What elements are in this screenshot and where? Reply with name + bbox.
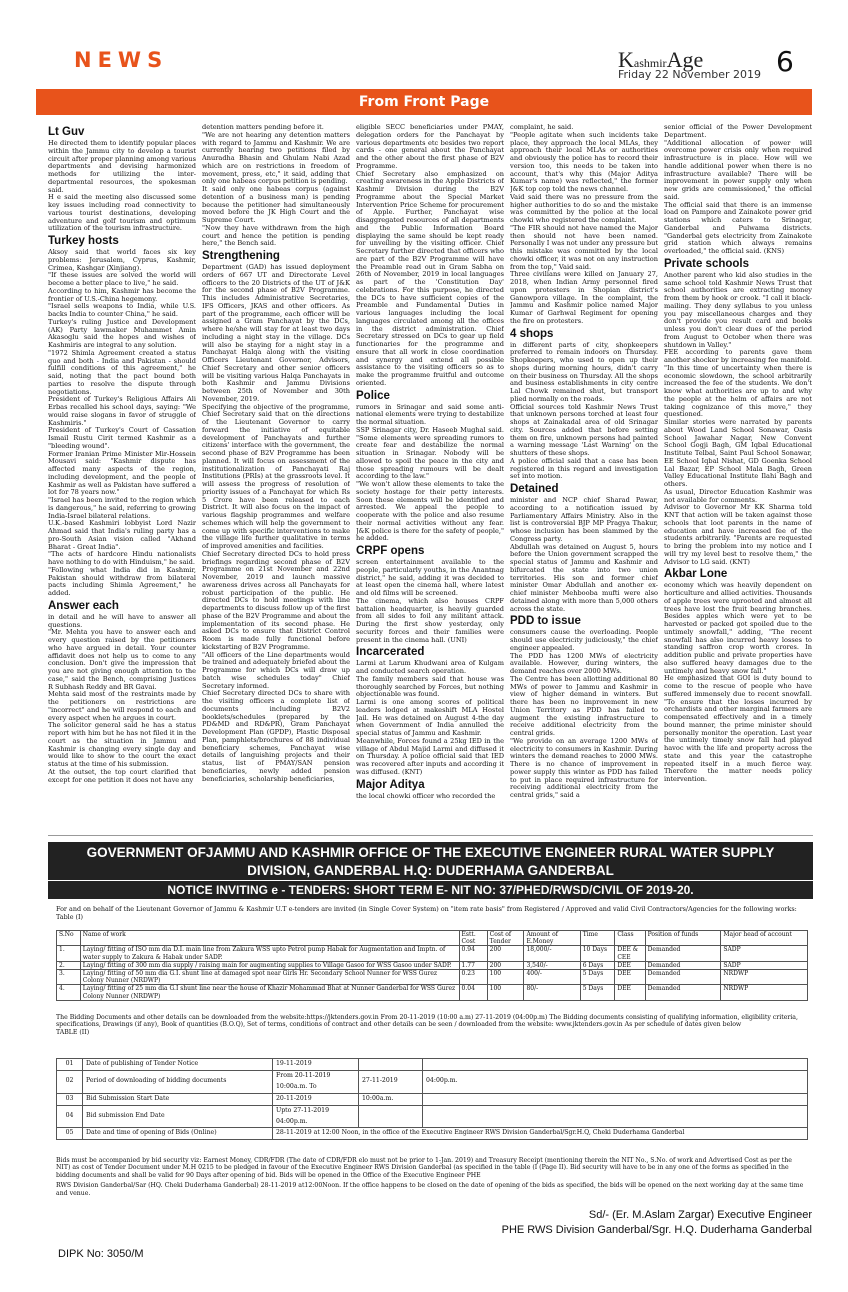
works-table-cell: 10 Days	[580, 946, 615, 961]
paper-logo-initial: K	[618, 47, 634, 72]
tender-office-line-2: DIVISION, GANDERBAL H.Q: DUDERHAMA GANDERBAL	[247, 863, 614, 878]
article-paragraph: He emphasized that GOI is duty bound to come to the rescue of people who have suffered immensely due to recent snowfall. "To ensure that the losses incurred by orchardists and other marginal farmers are compensated effectively and in a timely bound manner, the prime minister should personally monitor the operation. Last year the untimely timely snow fall had played havoc with the life and property across the state and this year the catastrophe repeated itself in a much fierce way. Therefore the matter needs policy intervention.	[664, 674, 812, 783]
article-headline: Police	[356, 389, 390, 402]
article-headline: Lt Guv	[48, 126, 85, 138]
masthead	[0, 0, 848, 88]
article-paragraph: Specifying the objective of the programme, Chief Secretary said that on the directions of the Lieutenant Governor to carry forward the initiative of equitable development of Panchayats and further citizens' interface with the government, the second phase of B2V Programme has been planned. It will focus on assessment of the institutionalization of Panchayati Raj Institutions (PRIs) at the grassroots level. It will assess the progress of resolution of priority issues of a Panchayat for which Rs 5 Crore have been released to each District. It will also focus on the impact of various flagship programmes and welfare schemes which will help the government to come up with specific interventions to make the village life further qualitative in terms of improved amenities and facilities.	[202, 402, 350, 550]
article-paragraph: "1972 Shimla Agreement created a status quo and both - India and Pakistan - should fulfill conditions of this agreement," he said, noting that the pact bound both parties to resolve the dispute through negotiations.	[48, 348, 196, 396]
article-paragraph: "Israel sells weapons to India, while U.S. backs India to counter China," he said.	[48, 302, 196, 318]
article-paragraph: The family members said that house was thoroughly searched by Forces, but nothing objectionable was found.	[356, 674, 504, 699]
signature-block	[502, 1208, 812, 1238]
works-table-cell: Demanded	[645, 946, 721, 961]
works-table-cell: SADP	[721, 946, 808, 961]
bidding-documents-text: The Bidding Documents and other details can be downloaded from the website:https://jktenders.gov.in From 20-11-2019 (10:00 a.m) 27-11-2019 (04:00p.m) The Bidding documents consisting of qualifying information, eligibility criteria, specifications, Drawings (if any), Book of quantities (B.O.Q), Set of terms, conditions of contract and other details can be seen / downloaded from the website: www.jktenders.gov.in As per schedule of dates given below	[56, 1014, 798, 1029]
article-paragraph: "Now they have withdrawn from the high court and hence the petition is pending here," the Bench said.	[202, 223, 350, 248]
works-table-cell: Demanded	[645, 970, 721, 985]
article-paragraph: minister and NCP chief Sharad Pawar, according to a notification issued by Parliamentary Affairs Ministry. Also in the list is controversial BJP MP Pragya Thakur, whose inclusion has been slammed by the Congress party.	[510, 496, 658, 543]
article-paragraph: eligible SECC beneficiaries under PMAY, delegation orders for the Panchayat by various departments etc besides two report cards - one general about the Panchayat and the other about the first phase of B2V Programme.	[356, 124, 504, 170]
works-table-cell: Laying/ fitting of 50 mm dia G.I. shunt line at damaged spot near Girls Hr. Secondary School Nunner for WSS Gurez Colony Nunner (NRDWP)	[80, 970, 459, 985]
article-columns	[48, 124, 813, 828]
section-banner: From Front Page	[36, 89, 812, 115]
schedule-table-cell: From 20-11-2019 10:00a.m. To	[273, 1070, 359, 1093]
dipk-number: DIPK No: 3050/M	[58, 1248, 144, 1260]
article-paragraph: President of Turkey's Court of Cassation Ismail Rustu Cirit termed Kashmir as a "bleeding wound".	[48, 426, 196, 450]
works-table-cell: Demanded	[645, 961, 721, 969]
works-table-cell: 5 Days	[580, 985, 615, 1000]
schedule-table-row	[57, 1059, 808, 1071]
issue-date: Friday 22 November 2019	[618, 68, 762, 81]
article-paragraph: Larmi at Larum Khudwani area of Kulgam and conducted search operation.	[356, 659, 504, 675]
schedule-table-row	[57, 1105, 808, 1128]
signatory-name: Sd/- (Er. M.Aslam Zargar) Executive Engineer	[588, 1209, 812, 1221]
works-table-cell: 6 Days	[580, 961, 615, 969]
article-paragraph: "Mr. Mehta you have to answer each and every question raised by the petitioners who have argued in detail. Your counter affidavit does not help us to come to any conclusion. Don't give the impression that you are not giving enough attention to the case," said the Bench, comprising Justices R Subhash Reddy and BR Gavai.	[48, 628, 196, 691]
article-paragraph: H e said the meeting also discussed some key issues including road connectivity to various tourist destinations, developing adventure and golf tourism and optimum utilization of the tourism infrastructure.	[48, 193, 196, 233]
works-table-cell: SADP	[721, 961, 808, 969]
schedule-table-cell: 04	[57, 1105, 83, 1128]
column-4	[510, 124, 658, 828]
article-headline: Turkey hosts	[48, 235, 119, 247]
article-paragraph: Chief Secretary directed DCs to share with the visiting officers a complete list of documents including B2V2 booklets/schedules (prepared by the PD&MD and RD&PR), Gram Panchayat Development Plan (GPDP), Plastic Disposal Plan, pamphlets/brochures of 88 individual beneficiary schemes, Panchayat wise details of languishing projects and their status, list of PMAY/SAN pension beneficiaries, newly added pension beneficiaries, scholarship beneficiaries,	[202, 689, 350, 783]
tender-intro-text: For and on behalf of the Lieutenant Governor of Jammu & Kashmir U.T e-tenders are invited (in Single Cover System) on "item rate basis" from Registered / Approved and valid Civil Contractors/Agencies for the following works:	[56, 905, 797, 913]
schedule-table-row	[57, 1093, 808, 1105]
works-table-cell: 1.77	[459, 961, 487, 969]
article-paragraph: Aksoy said that world faces six key problems: Jerusalem, Cyprus, Kashmir, Crimea, Kashgar (Xinjiang).	[48, 248, 196, 272]
works-table-cell: 4.	[57, 985, 81, 1000]
article-paragraph: President of Turkey's Religious Affairs Ali Erbas recalled his school days, saying: "We would raise slogans in favor of struggle of Kashmiris."	[48, 395, 196, 427]
column-3	[356, 124, 504, 828]
works-table-cell: DEE	[615, 961, 645, 969]
schedule-table	[56, 1058, 808, 1140]
works-table-column-header: Major head of account	[721, 931, 808, 946]
article-paragraph: According to him, Kashmir has become the frontier of U.S.-China hegemony.	[48, 286, 196, 303]
article-paragraph: Meanwhile, Forces found a 25kg IED in the village of Abdul Majid Larmi and diffused it on Thursday. A police official said that IED was recovered after inputs and according it was diffused. (KNT)	[356, 736, 504, 776]
article-paragraph: Similar stories were narrated by parents about Wood Land School Sonawar, Oasis School Jawahar Nagar, New Convent School Gogji Bagh, GM Iqbal Educational Institute Telbal, Saint Paul School Sonawar, EE School Iqbal Nishat, GD Goenka School Lal Bazar, EP School Mala Bagh, Green Valley Educational Institute Ilahi Bagh and others.	[664, 418, 812, 488]
paper-logo-middle: ashmir	[633, 56, 667, 70]
article-paragraph: The cinema, which also houses CRPF battalion headquarter, is heavily guarded from all sides to foil any militant attack. During the first show yesterday, only security forces and their families were present in the cinema hall. (UNI)	[356, 596, 504, 644]
article-paragraph: Department (GAD) has issued deployment orders of 667 UT and Directorate Level officers to the 20 Districts of the UT of J&K for the second phase of B2V Programme. This includes Administrative Secretaries, IFS Officers, JKAS and other officers. As part of the programme, each officer will be assigned a Gram Panchayat by the DCs, where he/she will stay for at least two days including a night stay in the village. DCs will also be staying for a night stay in a Panchayat Halqa along with the visiting Officers Lieutenant Governor, Advisors, Chief Secretary and other senior officers will be visiting various Halqa Panchayats in both Kashmir and Jammu Divisions between 25th of November and 30th November, 2019.	[202, 263, 350, 403]
article-paragraph: Larmi is one among scores of political leaders lodged at makeshift MLA Hostel Jail. He was detained on August 4-the day when Government of India annulled the special status of Jammu and Kashmir.	[356, 698, 504, 737]
schedule-table-cell: Date of publishing of Tender Notice	[83, 1059, 273, 1071]
works-table-cell: 200	[487, 961, 524, 969]
article-paragraph: Official sources told Kashmir News Trust that unknown persons torched at least four shops at Zainakadal area of old Srinagar city. Sources added that before setting them on fire, unknown persons had painted a warning message 'Last Warning' on the shutters of these shops.	[510, 402, 658, 457]
works-table-row	[57, 961, 808, 969]
article-paragraph: "We won't allow these elements to take the society hostage for their petty interests. Soon these elements will be identified and arrested. We appeal the people to cooperate with the police and also resume their normal activities without any fear. J&K police is there for the safety of people," he added.	[356, 480, 504, 543]
article-paragraph: "People agitate when such incidents take place, they approach the local MLAs, they approach their local MLAs or authorities and obviously the police has to record their version too, this needs to be taken into account, that's why this (Major Aditya Kumar's name) was reflected," the former J&K top cop told the news channel.	[510, 130, 658, 193]
works-table-cell: 1.	[57, 946, 81, 961]
works-table-cell: DEE & CEE	[615, 946, 645, 961]
schedule-table-cell	[423, 1093, 808, 1105]
article-headline: Major Aditya	[356, 778, 425, 791]
schedule-table-cell: Period of downloading of bidding documents	[83, 1070, 273, 1093]
works-table-cell: 0.04	[459, 985, 487, 1000]
article-paragraph: FEE according to parents gave them another shocker by increasing fee manifold. "In this time of uncertainty when there is economic slowdown, the school arbitrarily increased the fee of the students. We don't know what authorities are up to and why the people at the helm of affairs are not taking cognizance of this move," they questioned.	[664, 348, 812, 419]
divider	[48, 835, 813, 836]
article-paragraph: The PDD has 1200 MWs of electricity available. However, during winters, the demand reaches over 2000 MWs.	[510, 651, 658, 675]
article-paragraph: "We are not hearing any detention matters with regard to Jammu and Kashmir. We are currently hearing two petitions filed by Anuradha Bhasin and Ghulam Nabi Azad which are on restrictions in freedom of movement, press, etc," it said, adding that only one habeas corpus petition is pending.	[202, 130, 350, 186]
page-number: 6	[776, 45, 794, 78]
works-table-header	[57, 931, 808, 946]
section-label: NEWS	[74, 48, 169, 72]
works-table-cell: 3,540/-	[524, 961, 580, 969]
article-paragraph: the local chowki officer who recorded the	[356, 791, 496, 800]
article-paragraph: complaint, he said.	[510, 124, 574, 131]
article-headline: PDD to issue	[510, 615, 581, 628]
bid-opening-text: RWS Division Ganderbal/Sar (HQ. Cheki Duderhama Ganderbal) 28-11-2019 at12:00Noon. If the office happens to be closed on the date of opening of the bids as specified, the bids will be opened on the next working day at the same time and venue.	[56, 1182, 804, 1197]
article-paragraph: U.K.-based Kashmiri lobbyist Lord Nazir Ahmad said that India's ruling party has a pro-South Asian vision called "Akhand Bharat - Great India".	[48, 519, 196, 551]
works-table-column-header: Amount of E.Money	[524, 931, 580, 946]
article-paragraph: Former Iranian Prime Minister Mir-Hossein Mousavi said: "Kashmir dispute has affected many aspects of the region, including development, and the people of Kashmir as well as Pakistan have suffered a lot for 78 years now."	[48, 449, 196, 497]
works-table-row	[57, 985, 808, 1000]
works-table-cell: 0.23	[459, 970, 487, 985]
works-table	[56, 930, 808, 1001]
schedule-table-cell: 19-11-2019	[273, 1059, 359, 1071]
column-5	[664, 124, 812, 828]
article-headline: CRPF opens	[356, 545, 425, 557]
paper-logo-last: Age	[666, 47, 704, 72]
article-headline: Incarcerated	[356, 646, 425, 659]
signatory-office: PHE RWS Division Ganderbal/Sgr. H.Q. Duderhama Ganderbal	[501, 1224, 812, 1236]
article-paragraph: Chief Secretary directed DCs to hold press briefings regarding second phase of B2V Programme on 21st November and 22nd November, 2019 and launch massive awareness drives across all Panchayats for robust participation of the public. He directed DCs to hold meetings with line departments to discuss follow up of the first phase of the B2V Programme and about the implementation of its second phase. He asked DCs to ensure that District Control Room is made fully functional before kickstarting of B2V Programme.	[202, 549, 350, 651]
schedule-table-body	[57, 1059, 808, 1140]
tender-office-heading	[48, 842, 813, 880]
schedule-table-cell: Upto 27-11-2019 04:00p.m.	[273, 1105, 359, 1128]
article-paragraph: detention matters pending before it.	[202, 124, 324, 131]
bidding-documents-info	[56, 1014, 808, 1036]
works-table-cell: 80/-	[524, 985, 580, 1000]
works-table-cell: 100	[487, 970, 524, 985]
article-paragraph: "The FIR should not have named the Major then should not have been named. Personally I was not under any pressure but this mistake was committed by the local chowki officer, it was not on any instruction from the top," Vaid said.	[510, 223, 658, 271]
schedule-table-cell: 04:00p.m.	[423, 1070, 808, 1093]
works-table-cell: Demanded	[645, 985, 721, 1000]
article-paragraph: Advisor to Governor Mr KK Sharma told KNT that action will be taken against those schools that loot parents in the name of education and have increased fee of the students arbitrarily. "Parents are requested to bring the problem into my notice and I will try my level best to resolve them," the Advisor to LG said. (KNT)	[664, 503, 812, 566]
article-paragraph: screen entertainment available to the people, particularly youths, in the Anantnag district," he said, adding it was decided to at least open the cinema hall, where latest and old films will be screened.	[356, 558, 504, 597]
schedule-table-cell: 10:00a.m.	[359, 1093, 423, 1105]
article-paragraph: Another parent who kid also studies in the same school told Kashmir News Trust that school authorities are extracting money from them by hook or crook. "I call it black-mailing. They deny syllabus to you unless you pay miscellaneous charges and they don't provide you result card and books unless you don't clear dues of the period from August to October when there was shutdown in Valley."	[664, 270, 812, 349]
schedule-table-cell: 28-11-2019 at 12:00 Noon, in the office of the Executive Engineer RWS Division Ganderbal/Sgr.H.Q, Cheki Duderhama Ganderbal	[273, 1128, 808, 1140]
works-table-cell: 0.94	[459, 946, 487, 961]
article-headline: 4 shops	[510, 327, 554, 340]
article-paragraph: senior official of the Power Development Department.	[664, 124, 812, 139]
article-paragraph: Mehta said most of the restraints made by the petitioners on restrictions are "incorrect" and he will respond to each and every aspect when he argues in court.	[48, 690, 196, 722]
works-table-cell: Laying/ fitting of 25 mm dia G.I shunt line near the house of Khazir Mohammad Bhat at Nunner Ganderbal for WSS Gurez Colony Nunner (NRDWP)	[80, 985, 459, 1000]
schedule-table-cell	[423, 1059, 808, 1071]
schedule-table-cell: 02	[57, 1070, 83, 1093]
works-table-body	[57, 946, 808, 1000]
schedule-table-cell	[359, 1105, 423, 1128]
works-table-column-header: S.No	[57, 931, 81, 946]
article-paragraph: "Additional allocation of power will overcome power crisis only when required infrastructure is in place. How will we handle additional power when there is no infrastructure available? There will be improvement in power supply only when new grids are commissioned," the official said.	[664, 138, 812, 201]
article-paragraph: Chief Secretary also emphasized on creating awareness in the Apple Districts of Kashmir Division during the B2V Programme about the Special Market Intervention Price Scheme for procurement of Apple. Further, Panchayat wise disaggregated resources of all departments and the Public Information Board displaying the same should be kept ready for unveiling by the visiting officer. Chief Secretary further directed that officers who are part of the B2V Programme will have the Preamble read out in Gram Sabha on 26th of November, 2019 in local languages as part of the 'Constitution Day' celebrations. For this purpose, he directed the DCs to have sufficient copies of the Preamble and Fundamental Duties in various languages including the local languages circulated among all the offices in the district administration. Chief Secretary stressed on DCs to gear up field functionaries for the programme and ensure that all work in close coordination and synergy and extend all possible assistance to the visiting officers so as to make the programme fruitful and outcome oriented.	[356, 169, 504, 387]
schedule-table-cell: Bid Submission Start Date	[83, 1093, 273, 1105]
tender-notice-title: NOTICE INVITING e - TENDERS: SHORT TERM E- NIT NO: 37/PHED/RWSD/CIVIL OF 2019-20.	[48, 881, 813, 899]
works-table-cell: DEE	[615, 985, 645, 1000]
article-paragraph: in detail and he will have to answer all questions.	[48, 612, 196, 629]
schedule-table-cell: 27-11-2019	[359, 1070, 423, 1093]
schedule-table-row	[57, 1128, 808, 1140]
works-table-column-header: Time	[580, 931, 615, 946]
works-table-cell: 400/-	[524, 970, 580, 985]
schedule-table-row	[57, 1070, 808, 1093]
works-table-column-header: Cost of Tender	[487, 931, 524, 946]
works-table-column-header: Estt. Cost	[459, 931, 487, 946]
works-table-cell: DEE	[615, 970, 645, 985]
article-paragraph: The official said that there is an immense load on Pampore and Zainakote power grid stations which caters to Srinagar, Ganderbal and Pulwama districts. "Ganderbal gets electricity from Zainakote grid station which always remains overloaded," the official said. (KNS)	[664, 200, 812, 255]
works-table-column-header: Position of funds	[645, 931, 721, 946]
tender-office-line-1: GOVERNMENT OFJAMMU AND KASHMIR OFFICE OF THE EXECUTIVE ENGINEER RURAL WATER SUPPLY	[86, 845, 775, 860]
article-paragraph: SSP Srinagar city, Dr. Haseeb Mughal said. "Some elements were spreading rumors to create fear and destabilize the normal situation in Srinagar. Nobody will be allowed to spoil the peace in the city and those spreading rumours will be dealt according to the law."	[356, 425, 504, 481]
works-table-cell: NRDWP	[721, 985, 808, 1000]
article-paragraph: A police official said that a case has been registered in this regard and investigation set into motion.	[510, 456, 658, 481]
table-2-label: TABLE (II)	[56, 1028, 90, 1036]
article-paragraph: At the outset, the top court clarified that except for one petition it does not have any	[48, 767, 196, 784]
article-headline: Akbar Lone	[664, 568, 728, 581]
article-headline: Answer each	[48, 599, 119, 612]
article-paragraph: "Following what India did in Kashmir, Pakistan should withdraw from bilateral pacts including Shimla Agreement," he added.	[48, 565, 196, 597]
article-paragraph: Abdullah was detained on August 5, hours before the Union government scrapped the special status of Jammu and Kashmir and bifurcated the state into two union territories. His son and former chief minister Omar Abdullah and another ex-chief minister Mehbooba mufti were also detained along with more than 5,000 others across the state.	[510, 542, 658, 613]
bid-security-text: Bids must be accompanied by bid security viz: Earnest Money, CDR/FDR (The date of CDR/FDR elo must not be prior to 1-Jan. 2019) and Treasury Receipt (mentioning therein the NIT No., S.No. of work and Advertised Cost as per the NIT) as cost of Tender Document under M.H 0215 to be pledged in favour of the Executive Engineer RWS Division Ganderbal (as specified in the table (I (Page II). Bid security will have to be in any one of the forms as specified in the bidding documents and shall be valid for 90 Days after opening of bid. Bids will be opened in the Office of the Executive Engineer PHE	[56, 1157, 792, 1179]
tender-footnotes	[56, 1157, 808, 1197]
article-paragraph: Three civilians were killed on January 27, 2018, when Indian Army personnel fired upon protesters in Shopian district's Ganowpora village. In the complaint, the Jammu and Kashmir police named Major Kumar of Garhwal Regiment for opening the fire on protesters.	[510, 270, 658, 325]
column-2	[202, 124, 350, 828]
article-headline: Detained	[510, 483, 559, 495]
works-table-column-header: Name of work	[80, 931, 459, 946]
schedule-table-cell: 05	[57, 1128, 83, 1140]
article-paragraph: As usual, Director Education Kashmir was not available for comments.	[664, 487, 812, 504]
article-headline: Strengthening	[202, 250, 280, 262]
article-paragraph: "The acts of hardcore Hindu nationalists have nothing to do with Hinduism," he said.	[48, 550, 196, 566]
article-paragraph: He directed them to identify popular places within the Jammu city to develop a tourist circuit after proper planning among various departments and devising harmonized methods for utilizing the inter-departmental resources, the spokesman said.	[48, 139, 196, 194]
article-paragraph: in different parts of city, shopkeepers preferred to remain indoors on Thursday. Shopkeepers, who used to open up their shops during morning hours, didn't carry on their business on Thursday. All the shops and business establishments in city centre Lal Chowk remained shut, but transport plied normally on the roads.	[510, 340, 658, 403]
works-table-cell: Laying/ fitting of ISO mm dia D.I. main line from Zakura WSS upto Petrol pump Habak for Augmentation and Imptn. of water supply to Zakura & Habak under SADP.	[80, 946, 459, 961]
column-1	[48, 124, 196, 828]
schedule-table-cell: Date and time of opening of Bids (Online)	[83, 1128, 273, 1140]
works-table-cell: 2.	[57, 961, 81, 969]
article-headline: Private schools	[664, 257, 750, 270]
works-table-cell: 18,000/-	[524, 946, 580, 961]
article-paragraph: The Centre has been allotting additional 80 MWs of power to Jammu and Kashmir in view of higher demand in winters. But there has been no improvement in new Union Territory as PDD has failed to augment the existing infrastructure to receive additional electricity from the central grids.	[510, 674, 658, 737]
works-table-cell: 200	[487, 946, 524, 961]
schedule-table-cell: 03	[57, 1093, 83, 1105]
works-table-column-header: Class	[615, 931, 645, 946]
article-paragraph: "If these issues are solved the world will become a better place to live," he said.	[48, 271, 196, 287]
tender-intro	[56, 906, 806, 921]
article-paragraph: rumors in Srinagar and said some anti-national elements were trying to destabilize the normal situation.	[356, 402, 504, 426]
article-paragraph: "Israel has been invited to the region which is dangerous," he said, referring to growing India-Israel bilateral relations.	[48, 496, 196, 520]
works-table-cell: 100	[487, 985, 524, 1000]
article-paragraph: "All officers of the Line departments would be trained and adequately briefed about the Programme for which DCs will draw up batch wise schedules today" Chief Secretary informed.	[202, 650, 350, 690]
article-paragraph: Vaid said there was no pressure from the higher authorities to do so and the mistake was committed by the police at the local chowki who registered the complaint.	[510, 192, 658, 224]
schedule-table-cell	[423, 1105, 808, 1128]
article-paragraph: It said only one habeas corpus (against detention of a business man) is pending because the petitioner had simultaneously moved before the JK High Court and the Supreme Court.	[202, 185, 350, 224]
schedule-table-cell: 01	[57, 1059, 83, 1071]
works-table-cell: 5 Days	[580, 970, 615, 985]
article-paragraph: Turkey's ruling Justice and Development (AK) Party lawmaker Muhammet Amin Akasoglu said the hopes and wishes of Kashmiris are integral to any solution.	[48, 317, 196, 349]
works-table-cell: NRDWP	[721, 970, 808, 985]
schedule-table-cell: Bid submission End Date	[83, 1105, 273, 1128]
article-paragraph: consumers cause the overloading. People should use electricity judiciously," the chief engineer appealed.	[510, 628, 658, 652]
article-paragraph: economy which was heavily dependent on horticulture and allied activities. Thousands of apple trees were uprooted and almost all trees have lost the fruit bearing branches. Besides apples which were yet to be harvested or packed got spoiled due to the untimely snowfall," adding, "The recent snowfall has also incurred heavy losses to standing saffron crop worth crores. In addition public and private properties have also suffered heavy damages due to the untimely and heavy snow fall."	[664, 581, 812, 675]
schedule-table-cell	[359, 1059, 423, 1071]
table-1-label: Table (I)	[56, 912, 84, 921]
schedule-table-cell: 20-11-2019	[273, 1093, 359, 1105]
works-table-cell: Laying/ fitting of 300 mm dia supply / raising main for augmenting supplies to Village Gasoo for WSS Gasoo under SADP.	[80, 961, 459, 969]
works-table-row	[57, 946, 808, 961]
works-table-cell: 3.	[57, 970, 81, 985]
article-paragraph: The solicitor general said he has a status report with him but he has not filed it in the court as the situation in Jammu and Kashmir is changing every single day and would like to show to the court the exact status at the time of his submission.	[48, 721, 196, 768]
works-table-row	[57, 970, 808, 985]
article-paragraph: "We provide on an average 1200 MWs of electricity to consumers in Kashmir. During winters the demand reaches to 2000 MWs. There is no chance of improvement in power supply this winter as PDD has failed to put in place required infrastructure for receiving additional electricity from the central grids," said a	[510, 736, 658, 799]
